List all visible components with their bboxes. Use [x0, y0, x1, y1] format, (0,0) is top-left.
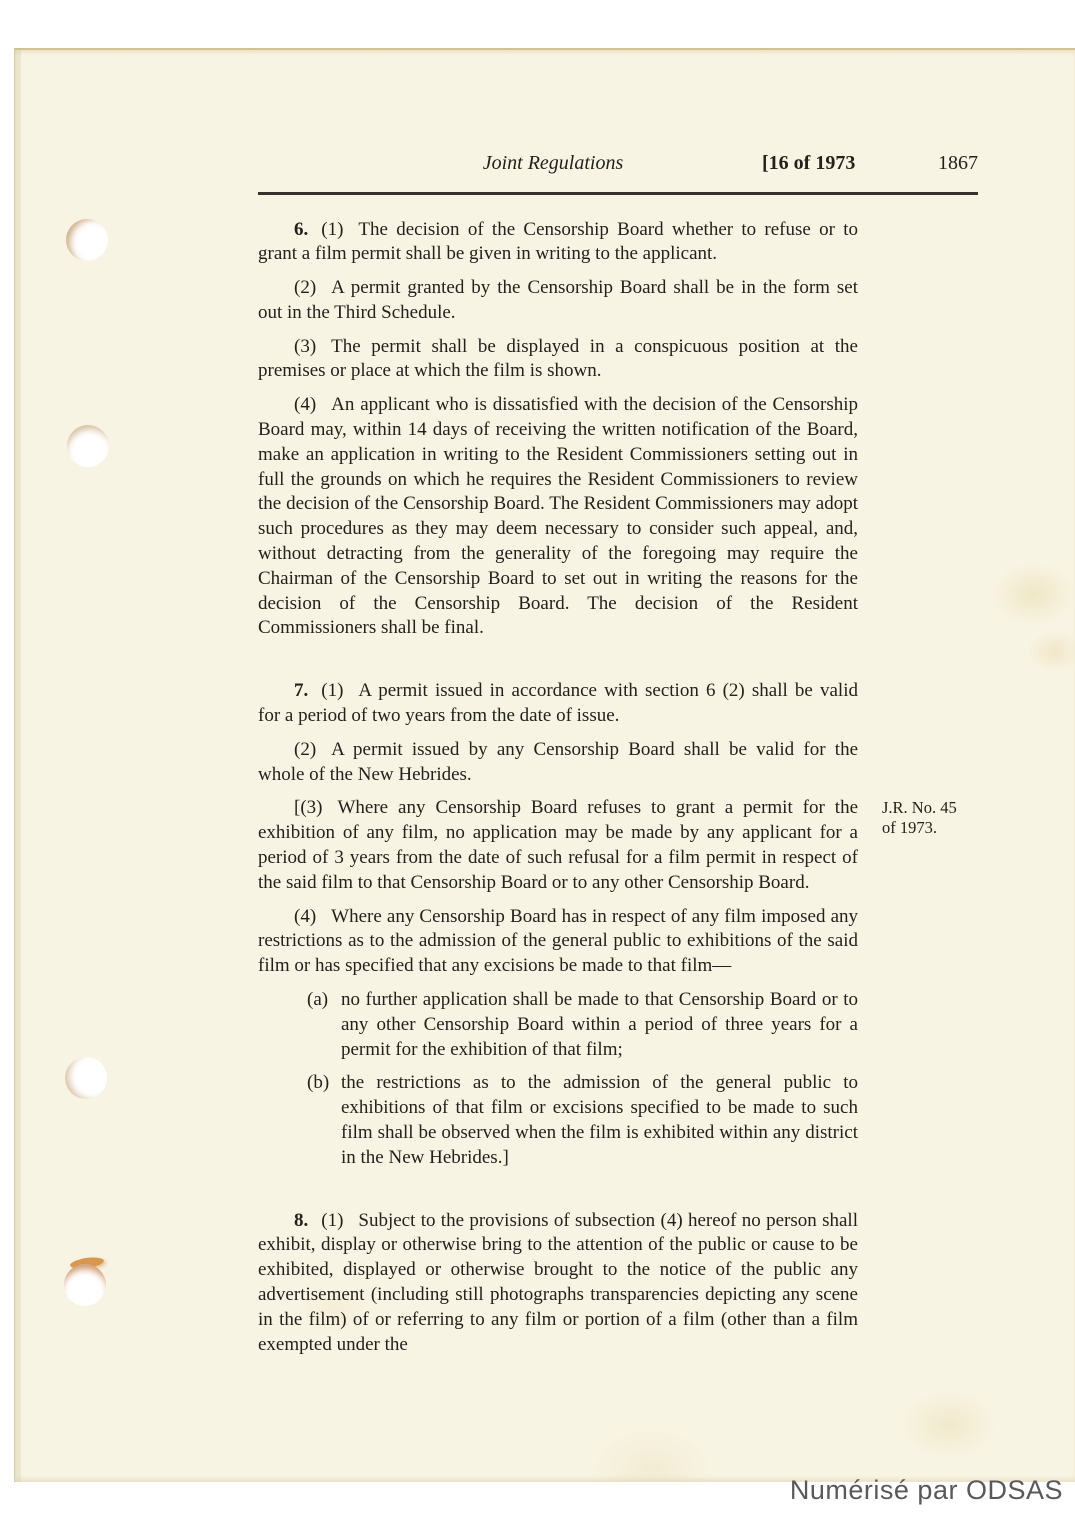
paragraph-7-4 [258, 905, 858, 979]
page-content [258, 151, 978, 1366]
paragraph-text: A permit issued by any Censorship Board shall be valid for the whole of the New Hebrides. [258, 738, 858, 785]
running-title: Joint Regulations [482, 152, 624, 174]
punch-hole [64, 1264, 106, 1306]
paragraph-text: An applicant who is dissatisfied with the decision of the Censorship Board may, within 14 days of receiving the written notification of the Board, make an application in writing to the Resident Commissioners setting out in full the grounds on which he requires the Resident Commissioners to review the decision of the Censorship Board. The Resident Commissioners may adopt such procedures as they may deem necessary to consider such appeal, and, without detracting from the generality of the foregoing may require the Chairman of the Censorship Board to set out in writing the reasons for the decision of the Censorship Board. The decision of the Resident Commissioners shall be final. [258, 394, 858, 639]
paragraph-6-4 [258, 393, 858, 641]
list-item-text: the restrictions as to the admission of the general public to exhibitions of that film or excisions specified to be made to such film shall be observed when the film is exhibited within any district in the New Hebrides.] [341, 1072, 858, 1168]
subsection-number: (1) [321, 218, 344, 240]
list-item-b [258, 1071, 858, 1170]
paragraph-text: Where any Censorship Board has in respect of any film imposed any restrictions as to the admission of the general public to exhibitions of the said film or has specified that any excisions be made to that film— [258, 905, 858, 977]
margin-note-line2: of 1973. [882, 818, 937, 838]
subsection-number: (4) [294, 905, 317, 927]
paragraph-text: The permit shall be displayed in a conspicuous position at the premises or place at which the film is shown. [258, 335, 858, 382]
subsection-number: (4) [294, 394, 317, 416]
page-number: 1867 [938, 152, 978, 174]
paragraph-6-1 [258, 218, 858, 268]
paragraph-8-1 [258, 1209, 858, 1358]
subsection-number: (2) [294, 277, 317, 299]
subsection-number: (1) [321, 1209, 344, 1231]
paragraph-6-2 [258, 276, 858, 326]
paragraph-text: Subject to the provisions of subsection (4) hereof no person shall exhibit, display or otherwise bring to the attention of the public or cause to be exhibited, displayed or otherwise brought to the notice of the public any advertisement (including still photographs transparencies depicting any scene in the film) of or referring to any film or portion of a film (other than a film exempted under the [258, 1209, 858, 1355]
list-item-label: (a) [307, 989, 329, 1011]
paragraph-7-1 [258, 679, 858, 729]
subsection-number: (3) [294, 335, 317, 357]
paragraph-text: A permit issued in accordance with section 6 (2) shall be valid for a period of two years from the date of issue. [258, 680, 858, 727]
body-column [258, 218, 957, 1358]
subsection-number: (2) [294, 738, 317, 760]
paragraph-6-3 [258, 335, 858, 385]
punch-hole [66, 219, 108, 261]
punch-hole [67, 425, 109, 467]
margin-note-line1: J.R. No. 45 [882, 798, 957, 818]
section-number: 7. [294, 680, 309, 702]
edition-reference: [16 of 1973 [762, 152, 856, 174]
digitization-watermark: Numérisé par ODSAS [789, 1475, 1063, 1505]
list-item-text: no further application shall be made to that Censorship Board or to any other Censorship Board within a period of three years for a permit for the exhibition of that film; [341, 989, 858, 1060]
page-header [258, 151, 978, 180]
subsection-number: (1) [321, 680, 344, 702]
paragraph-text: A permit granted by the Censorship Board shall be in the form set out in the Third Schedule. [258, 277, 858, 323]
section-number: 6. [294, 218, 309, 240]
section-number: 8. [294, 1209, 309, 1231]
paragraph-text: Where any Censorship Board refuses to grant a permit for the exhibition of any film, no application may be made by any applicant for a period of 3 years from the date of such refusal for a film permit in respect of the said film to that Censorship Board or to any other Censorship Board. [258, 797, 858, 893]
subsection-number: [(3) [294, 797, 323, 819]
paragraph-7-3 [258, 796, 957, 895]
margin-note [882, 798, 986, 838]
punch-hole [65, 1057, 107, 1099]
list-item-a [258, 988, 858, 1062]
list-item-label: (b) [307, 1072, 330, 1094]
paragraph-7-2 [258, 738, 858, 788]
header-rule [258, 192, 978, 195]
paragraph-text: The decision of the Censorship Board whether to refuse or to grant a film permit shall be given in writing to the applicant. [258, 218, 858, 265]
